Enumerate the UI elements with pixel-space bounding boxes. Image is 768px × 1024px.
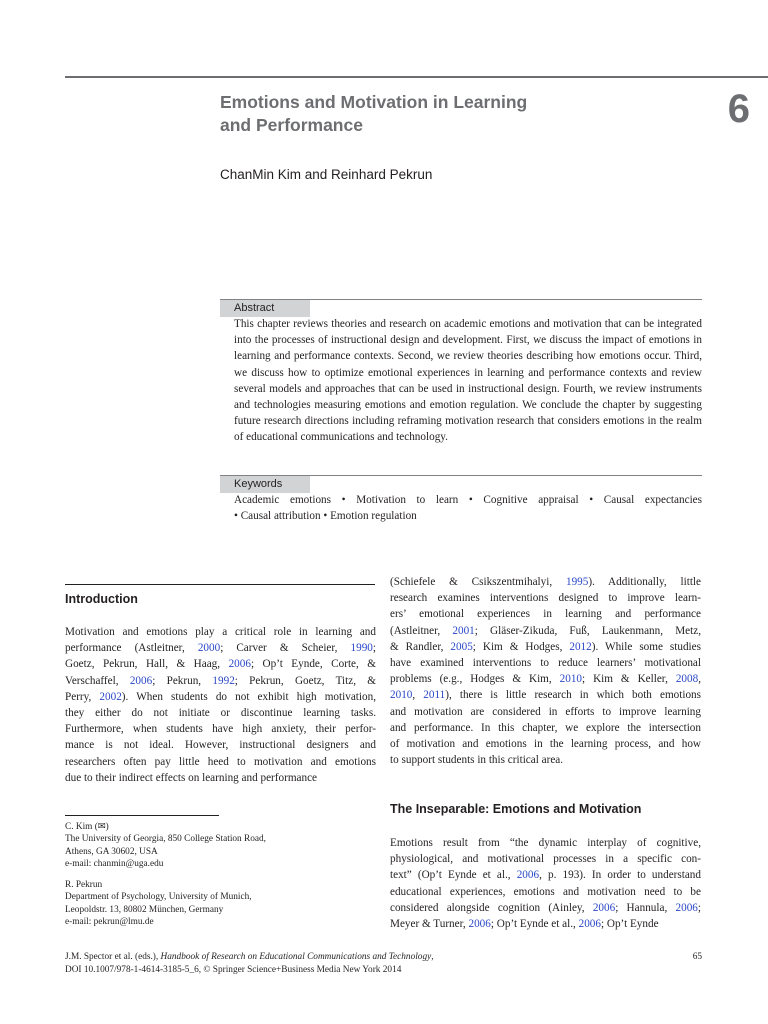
text-line	[390, 720, 701, 736]
text-segment: Verschaffel,	[65, 674, 130, 687]
text-segment: considered alongside cognition (Ainley,	[390, 901, 593, 914]
footer-line-1	[65, 951, 625, 964]
text-line	[390, 916, 701, 932]
text-segment: ;	[697, 901, 701, 914]
inseparable-heading: The Inseparable: Emotions and Motivation	[390, 802, 642, 816]
text-segment: ,	[698, 673, 701, 686]
text-segment: researchers often pay little heed to motivation and emotions	[65, 755, 376, 768]
text-segment: ). While some studies	[591, 640, 701, 653]
text-segment: ; Pekrun, Goetz, Titz, &	[234, 674, 376, 687]
text-segment: Meyer & Turner,	[390, 918, 469, 931]
text-segment: ; Op’t Eynde et al.,	[490, 918, 579, 931]
citation-link[interactable]: 2010	[559, 673, 583, 686]
text-segment: ; Op’t Eynde	[600, 918, 659, 931]
text-line	[65, 689, 376, 705]
text-line	[390, 835, 701, 851]
footnote-pekrun-name: R. Pekrun	[65, 880, 103, 890]
text-line	[390, 623, 701, 639]
text-line	[65, 754, 376, 770]
text-segment: Goetz, Pekrun, Hall, & Haag,	[65, 658, 229, 671]
introduction-body	[65, 624, 376, 786]
footnote-kim-name: C. Kim (✉)	[65, 822, 109, 832]
text-segment: ; Op’t Eynde, Corte, &	[250, 658, 376, 671]
footnote-kim-email[interactable]: e-mail: chanmin@uga.edu	[65, 859, 164, 870]
citation-link[interactable]: 2005	[450, 640, 473, 653]
text-line	[65, 737, 376, 753]
keywords-line-2: • Causal attribution • Emotion regulation	[234, 510, 417, 523]
text-line	[65, 640, 376, 656]
text-line	[390, 884, 701, 900]
text-segment: ), there is little research in which both emotions	[445, 689, 702, 702]
abstract-text: This chapter reviews theories and research on academic emotions and motivation that can be integrated into the processes of instructional design and development. First, we discuss the impact of emotions in learning and performance contexts. Second, we review theories describing how emotions occur. Third, we discuss how to optimize emotional experiences in learning and performance contexts and review several models and approaches that can be used in instructional design. Fourth, we review instruments and technologies measuring emotions and emotion regulation. We conclude the chapter by suggesting future research directions including reframing motivation research that considers emotions in the realm of educational communications and technology.	[234, 318, 702, 444]
keywords-line-1: Academic emotions • Motivation to learn • Cognitive appraisal • Causal expectancies	[234, 494, 702, 506]
citation-link[interactable]: 1995	[565, 576, 589, 588]
text-line	[390, 736, 701, 752]
text-line	[65, 770, 376, 786]
footer-line-2: DOI 10.1007/978-1-4614-3185-5_6, © Springer Science+Business Media New York 2014	[65, 965, 402, 975]
footnote-rule	[65, 815, 219, 816]
text-segment: ; Hannula,	[615, 901, 676, 914]
citation-link[interactable]: 2006	[675, 901, 698, 914]
text-line	[390, 574, 701, 590]
right-column-body	[390, 574, 701, 768]
footnote-kim-affiliation: The University of Georgia, 850 College Station Road,	[65, 834, 266, 845]
text-line	[390, 867, 701, 883]
citation-link[interactable]: 2012	[569, 640, 592, 653]
citation-link[interactable]: 2006	[228, 658, 251, 671]
keywords-label: Keywords	[220, 476, 310, 493]
text-segment: ers’ emotional experiences in learning and performance	[390, 608, 701, 621]
text-segment: & Randler,	[390, 640, 451, 653]
text-segment: ; Kim & Keller,	[582, 673, 676, 686]
inseparable-body	[390, 835, 701, 932]
text-segment: ,	[412, 689, 424, 702]
text-line	[390, 639, 701, 655]
text-line	[390, 704, 701, 720]
citation-link[interactable]: 2000	[197, 642, 221, 655]
text-segment: Furthermore, when students have high anxiety, their perfor-	[65, 723, 376, 736]
text-segment: performance (Astleitner,	[65, 642, 198, 655]
text-line	[65, 673, 376, 689]
text-segment: they either do not initiate or discontinue learning tasks.	[65, 707, 376, 720]
text-line	[65, 705, 376, 721]
chapter-title	[220, 91, 620, 137]
authors: ChanMin Kim and Reinhard Pekrun	[220, 167, 433, 182]
footnote-pekrun	[65, 879, 375, 929]
citation-link[interactable]: 2008	[675, 673, 699, 686]
text-segment: to support students in this critical area.	[390, 754, 564, 767]
text-segment: ). Additionally, little	[588, 576, 701, 588]
citation-link[interactable]: 2006	[578, 918, 601, 931]
text-segment: due to their indirect effects on learning and performance	[65, 771, 318, 784]
text-segment: educational experiences, emotions and motivation need to be	[390, 885, 701, 898]
text-segment: Motivation and emotions play a critical role in learning and	[65, 626, 376, 638]
footer-prefix: J.M. Spector et al. (eds.),	[65, 952, 161, 962]
chapter-title-line-1: Emotions and Motivation in Learning	[220, 92, 528, 112]
footnote-pekrun-affiliation: Department of Psychology, University of Munich,	[65, 892, 252, 903]
citation-link[interactable]: 1992	[212, 674, 235, 687]
text-segment: physiological, and motivational processes in a specific con-	[390, 853, 701, 866]
text-segment: , p. 193). In order to understand	[539, 869, 701, 882]
text-segment: text” (Op’t Eynde et al.,	[390, 869, 517, 882]
text-segment: ; Carver & Scheier,	[220, 642, 351, 655]
page-number: 65	[692, 952, 702, 962]
citation-link[interactable]: 2006	[468, 918, 491, 931]
text-segment: ; Kim & Hodges,	[472, 640, 570, 653]
citation-link[interactable]: 2011	[423, 689, 446, 702]
citation-link[interactable]: 2006	[592, 901, 616, 914]
text-segment: of motivation and emotions in the learning process, and how	[390, 738, 701, 751]
citation-link[interactable]: 2010	[390, 689, 413, 702]
citation-link[interactable]: 2001	[452, 624, 475, 637]
text-line	[390, 900, 701, 916]
text-line	[390, 687, 701, 703]
text-segment: and performance. In this chapter, we explore the intersection	[390, 721, 701, 734]
text-segment: ; Gläser-Zikuda, Fuß, Laukenmann, Metz,	[474, 624, 701, 637]
citation-link[interactable]: 2002	[99, 690, 122, 703]
citation-link[interactable]: 2006	[516, 869, 540, 882]
introduction-heading: Introduction	[65, 592, 138, 606]
text-segment: Emotions result from “the dynamic interplay of cognitive,	[390, 837, 701, 849]
text-segment: ; Pekrun,	[152, 674, 213, 687]
text-line	[390, 655, 701, 671]
text-line	[390, 590, 701, 606]
citation-link[interactable]: 2006	[129, 674, 153, 687]
footnote-pekrun-address: Leopoldstr. 13, 80802 München, Germany	[65, 904, 224, 915]
text-segment: problems (e.g., Hodges & Kim,	[390, 673, 560, 686]
abstract-label: Abstract	[220, 300, 310, 317]
text-segment: research examines interventions designed to improve learn-	[390, 592, 701, 605]
text-segment: and motivation are considered in efforts to improve learning	[390, 705, 701, 718]
text-segment: have examined interventions to reduce learners’ motivational	[390, 657, 701, 670]
text-segment: ). When students do not exhibit high motivation,	[121, 690, 376, 703]
text-line	[390, 671, 701, 687]
chapter-number: 6	[727, 87, 750, 131]
keywords-text	[234, 492, 702, 524]
section-rule	[65, 584, 375, 585]
text-segment: (Astleitner,	[390, 624, 453, 637]
citation-link[interactable]: 1990	[350, 642, 373, 655]
footnote-kim	[65, 821, 375, 871]
text-line	[390, 851, 701, 867]
text-line	[390, 606, 701, 622]
text-segment: ;	[372, 642, 376, 655]
chapter-title-line-2: and Performance	[220, 115, 363, 135]
footer-suffix: ,	[431, 952, 434, 962]
text-line	[65, 721, 376, 737]
footer-citation	[65, 951, 625, 977]
footnote-kim-address: Athens, GA 30602, USA	[65, 846, 158, 857]
footer-book-title: Handbook of Research on Educational Communications and Technology	[160, 952, 432, 962]
top-rule	[65, 76, 768, 78]
text-segment: Perry,	[65, 690, 100, 703]
text-line	[65, 624, 376, 640]
footnote-pekrun-email[interactable]: e-mail: pekrun@lmu.de	[65, 917, 154, 928]
text-line	[65, 656, 376, 672]
text-line	[390, 752, 701, 768]
text-segment: (Schiefele & Csikszentmihalyi,	[390, 576, 566, 588]
text-segment: mance is not ideal. However, instructional designers and	[65, 739, 376, 752]
